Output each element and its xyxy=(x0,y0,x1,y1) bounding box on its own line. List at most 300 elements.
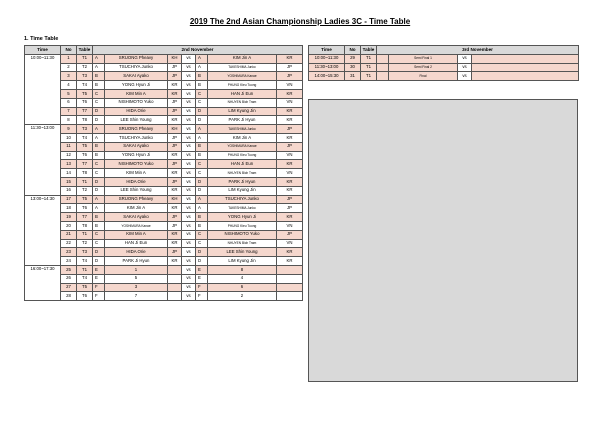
table-row xyxy=(25,221,303,230)
table-row xyxy=(25,160,303,169)
country-b: KR xyxy=(277,116,303,125)
country-a: KR xyxy=(168,81,182,90)
table-id: T7 xyxy=(77,160,93,169)
country-b: KR xyxy=(277,177,303,186)
player-b: TAKESHIMA Junko xyxy=(208,125,277,134)
match-no: 1 xyxy=(61,54,77,63)
table-row xyxy=(25,230,303,239)
match-no: 16 xyxy=(61,186,77,195)
match-no: 24 xyxy=(61,257,77,266)
player-a: HIDA Orie xyxy=(105,107,168,116)
group-a: D xyxy=(93,177,105,186)
day2-table xyxy=(308,45,579,81)
player-b: PARK Ji Hyun xyxy=(208,177,277,186)
group-a: B xyxy=(93,151,105,160)
country-a: KH xyxy=(168,195,182,204)
player-a: SRUONG Pheavy xyxy=(105,195,168,204)
table-row xyxy=(25,89,303,98)
group-b: B xyxy=(196,151,208,160)
table-id: T1 xyxy=(77,54,93,63)
vs-label: vs xyxy=(182,160,196,169)
player-a: 1 xyxy=(105,265,168,274)
table-row xyxy=(25,265,303,274)
day2-header-row xyxy=(309,46,579,55)
group-b: D xyxy=(196,248,208,257)
player-b: TSUCHIYA Junko xyxy=(208,195,277,204)
page-title: 2019 The 2nd Asian Championship Ladies 3C - Time Table xyxy=(189,17,411,26)
vs-label: vs xyxy=(182,248,196,257)
player-b: NHUYEN Bich Tram xyxy=(208,98,277,107)
table-row xyxy=(25,125,303,134)
player-b: LIM Kyung Jin xyxy=(208,107,277,116)
country-b: JP xyxy=(277,63,303,72)
vs-label: vs xyxy=(182,72,196,81)
player-a: PARK Ji Hyun xyxy=(105,257,168,266)
table-id: T6 xyxy=(77,292,93,301)
group-a: D xyxy=(93,107,105,116)
table-row xyxy=(25,292,303,301)
vs-label: vs xyxy=(182,195,196,204)
table-row xyxy=(25,98,303,107)
group-a: A xyxy=(93,195,105,204)
player-b: PHUNG Kieu Tuong xyxy=(208,221,277,230)
group-b: A xyxy=(196,54,208,63)
match-no: 5 xyxy=(61,89,77,98)
group-a: B xyxy=(93,213,105,222)
country-b: JP xyxy=(277,72,303,81)
player-a: TSUCHIYA Junko xyxy=(105,133,168,142)
table-row xyxy=(25,239,303,248)
country-a: KR xyxy=(168,186,182,195)
match-no: 14 xyxy=(61,169,77,178)
group-a: F xyxy=(93,292,105,301)
vs-label: vs xyxy=(182,239,196,248)
country-a: JP xyxy=(168,221,182,230)
country-a: KR xyxy=(168,151,182,160)
header-no: No xyxy=(345,46,361,55)
player-a: KIM Min A xyxy=(105,169,168,178)
country-a: KR xyxy=(168,239,182,248)
player-b: LIM Kyung Jin xyxy=(208,186,277,195)
country-a: KH xyxy=(168,125,182,134)
country-b: KR xyxy=(277,133,303,142)
vs-label: vs xyxy=(182,116,196,125)
table-id: T6 xyxy=(77,98,93,107)
player-a: NISHIMOTO Yuko xyxy=(105,160,168,169)
table-row xyxy=(25,142,303,151)
country-b: JP xyxy=(277,142,303,151)
vs-label: vs xyxy=(182,54,196,63)
country-a: KR xyxy=(168,89,182,98)
player-b: YOSHIMURA Kanae xyxy=(208,72,277,81)
country-a: JP xyxy=(168,72,182,81)
group-b: A xyxy=(196,133,208,142)
table-id: T1 xyxy=(361,54,377,63)
match-no: 20 xyxy=(61,221,77,230)
table-row xyxy=(25,248,303,257)
match-no: 31 xyxy=(345,72,361,81)
table-row xyxy=(25,274,303,283)
group-cell xyxy=(377,72,389,81)
table-id: T4 xyxy=(77,274,93,283)
player-a: SRUONG Pheavy xyxy=(105,125,168,134)
table-id: T3 xyxy=(77,72,93,81)
day1-table xyxy=(24,45,303,301)
player-b: NHUYEN Bich Tram xyxy=(208,169,277,178)
group-b: B xyxy=(196,213,208,222)
vs-label: vs xyxy=(182,274,196,283)
vs-label: vs xyxy=(182,81,196,90)
player-b: PARK Ji Hyun xyxy=(208,116,277,125)
table-id: T1 xyxy=(361,72,377,81)
table-row xyxy=(25,72,303,81)
time-slot: 11:30~13:00 xyxy=(25,125,61,195)
group-a: A xyxy=(93,204,105,213)
country-a xyxy=(168,292,182,301)
group-cell xyxy=(377,63,389,72)
header-table: Table xyxy=(361,46,377,55)
player-a: 3 xyxy=(105,283,168,292)
country-b: VN xyxy=(277,81,303,90)
country-a: KR xyxy=(168,204,182,213)
table-row xyxy=(25,116,303,125)
player-b: KIM Jin A xyxy=(208,133,277,142)
match-no: 8 xyxy=(61,116,77,125)
country-b xyxy=(277,274,303,283)
table-id: T7 xyxy=(77,107,93,116)
table-row xyxy=(25,283,303,292)
country-b: JP xyxy=(277,195,303,204)
match-no: 18 xyxy=(61,204,77,213)
country-a: JP xyxy=(168,177,182,186)
country-b xyxy=(277,283,303,292)
country-a: JP xyxy=(168,63,182,72)
group-a: B xyxy=(93,81,105,90)
day2-empty-area xyxy=(308,99,578,382)
table-id: T6 xyxy=(77,151,93,160)
country-b: JP xyxy=(277,230,303,239)
vs-label: vs xyxy=(182,89,196,98)
table-row xyxy=(25,257,303,266)
table-row xyxy=(25,133,303,142)
group-b: C xyxy=(196,169,208,178)
group-b: A xyxy=(196,63,208,72)
player-a: YONG Hyun Ji xyxy=(105,81,168,90)
group-a: D xyxy=(93,257,105,266)
table-id: T1 xyxy=(77,265,93,274)
vs-label: vs xyxy=(182,204,196,213)
player-a: HAN Ji Eun xyxy=(105,239,168,248)
table-row xyxy=(25,81,303,90)
header-date: 2nd November xyxy=(93,46,303,55)
group-a: B xyxy=(93,221,105,230)
group-b: C xyxy=(196,230,208,239)
table-id: T6 xyxy=(77,204,93,213)
match-no: 23 xyxy=(61,248,77,257)
group-b: C xyxy=(196,89,208,98)
player-b: KIM Jin A xyxy=(208,54,277,63)
group-a: E xyxy=(93,274,105,283)
group-a: A xyxy=(93,63,105,72)
player-a: YONG Hyun Ji xyxy=(105,151,168,160)
vs-label: vs xyxy=(182,125,196,134)
group-a: D xyxy=(93,248,105,257)
time-slot: 13:00~14:30 xyxy=(25,195,61,265)
country-a: JP xyxy=(168,213,182,222)
group-b: A xyxy=(196,125,208,134)
country-b: KR xyxy=(277,186,303,195)
round-name: Semi Final 1 xyxy=(389,54,458,63)
player-a: TSUCHIYA Junko xyxy=(105,63,168,72)
table-id: T2 xyxy=(77,239,93,248)
player-a: HIDA Orie xyxy=(105,248,168,257)
match-no: 10 xyxy=(61,133,77,142)
vs-label: vs xyxy=(182,177,196,186)
country-a: JP xyxy=(168,248,182,257)
group-a: A xyxy=(93,133,105,142)
group-a: B xyxy=(93,72,105,81)
match-no: 26 xyxy=(61,274,77,283)
player-b: LIM Kyung Jin xyxy=(208,257,277,266)
group-b: F xyxy=(196,283,208,292)
match-no: 19 xyxy=(61,213,77,222)
match-no: 3 xyxy=(61,72,77,81)
country-b: KR xyxy=(277,257,303,266)
vs-label: vs xyxy=(182,98,196,107)
country-a: KR xyxy=(168,169,182,178)
group-a: C xyxy=(93,239,105,248)
player-a: HIDA Orie xyxy=(105,177,168,186)
header-no: No xyxy=(61,46,77,55)
country-b xyxy=(277,265,303,274)
day1-header-row xyxy=(25,46,303,55)
table-id: T2 xyxy=(77,186,93,195)
player-b: YOSHIMURA Kanae xyxy=(208,142,277,151)
country-b xyxy=(277,292,303,301)
time-slot: 11:30~13:00 xyxy=(309,63,345,72)
table-row xyxy=(25,151,303,160)
match-no: 21 xyxy=(61,230,77,239)
opponent-cell xyxy=(472,72,579,81)
header-table: Table xyxy=(77,46,93,55)
header-time: Time xyxy=(25,46,61,55)
group-b: B xyxy=(196,81,208,90)
time-slot: 16:00~17:30 xyxy=(25,265,61,300)
player-a: 7 xyxy=(105,292,168,301)
section-heading: 1. Time Table xyxy=(24,36,59,42)
time-slot: 10:00~11:30 xyxy=(25,54,61,124)
match-no: 2 xyxy=(61,63,77,72)
player-b: 4 xyxy=(208,274,277,283)
group-b: B xyxy=(196,72,208,81)
vs-label: vs xyxy=(182,283,196,292)
player-a: KIM Jin A xyxy=(105,204,168,213)
table-id: T5 xyxy=(77,142,93,151)
table-row xyxy=(25,186,303,195)
player-b: YONG Hyun Ji xyxy=(208,213,277,222)
match-no: 6 xyxy=(61,98,77,107)
time-slot: 10:00~11:30 xyxy=(309,54,345,63)
group-b: B xyxy=(196,142,208,151)
header-time: Time xyxy=(309,46,345,55)
table-row xyxy=(309,72,579,81)
country-a: KR xyxy=(168,116,182,125)
country-a: KH xyxy=(168,54,182,63)
player-b: TAKESHIMA Junko xyxy=(208,63,277,72)
country-b: VN xyxy=(277,151,303,160)
vs-label: vs xyxy=(458,72,472,81)
group-b: D xyxy=(196,116,208,125)
vs-label: vs xyxy=(458,54,472,63)
table-id: T4 xyxy=(77,81,93,90)
player-b: 2 xyxy=(208,292,277,301)
country-b: KR xyxy=(277,213,303,222)
player-a: SAKAI Ayako xyxy=(105,213,168,222)
player-b: NHUYEN Bich Tram xyxy=(208,239,277,248)
country-b: VN xyxy=(277,98,303,107)
match-no: 4 xyxy=(61,81,77,90)
table-id: T7 xyxy=(77,213,93,222)
table-id: T5 xyxy=(77,283,93,292)
table-row xyxy=(25,177,303,186)
country-b: VN xyxy=(277,169,303,178)
group-a: D xyxy=(93,186,105,195)
group-b: D xyxy=(196,177,208,186)
country-a: KR xyxy=(168,230,182,239)
country-b: KR xyxy=(277,89,303,98)
table-row xyxy=(25,54,303,63)
country-a: KR xyxy=(168,257,182,266)
country-b: VN xyxy=(277,239,303,248)
table-row xyxy=(25,107,303,116)
group-b: C xyxy=(196,160,208,169)
vs-label: vs xyxy=(182,133,196,142)
player-a: KIM Min A xyxy=(105,89,168,98)
match-no: 15 xyxy=(61,177,77,186)
group-a: C xyxy=(93,89,105,98)
group-b: E xyxy=(196,265,208,274)
player-b: LEE Shin Young xyxy=(208,248,277,257)
match-no: 12 xyxy=(61,151,77,160)
vs-label: vs xyxy=(182,265,196,274)
country-b: KR xyxy=(277,54,303,63)
country-a: JP xyxy=(168,133,182,142)
country-a xyxy=(168,274,182,283)
table-row xyxy=(25,63,303,72)
country-b: JP xyxy=(277,125,303,134)
player-a: NISHIMOTO Yuko xyxy=(105,98,168,107)
group-b: D xyxy=(196,186,208,195)
table-id: T5 xyxy=(77,195,93,204)
group-a: D xyxy=(93,116,105,125)
group-b: E xyxy=(196,274,208,283)
match-no: 7 xyxy=(61,107,77,116)
group-a: A xyxy=(93,54,105,63)
player-a: SAKAI Ayako xyxy=(105,142,168,151)
player-a: LEE Shin Young xyxy=(105,186,168,195)
group-a: F xyxy=(93,283,105,292)
player-b: TAKESHIMA Junko xyxy=(208,204,277,213)
match-no: 28 xyxy=(61,292,77,301)
group-a: E xyxy=(93,265,105,274)
player-b: HAN Ji Eun xyxy=(208,89,277,98)
country-b: KR xyxy=(277,160,303,169)
match-no: 22 xyxy=(61,239,77,248)
country-b: KR xyxy=(277,107,303,116)
group-a: C xyxy=(93,98,105,107)
group-b: C xyxy=(196,98,208,107)
table-id: T4 xyxy=(77,133,93,142)
match-no: 17 xyxy=(61,195,77,204)
country-b: VN xyxy=(277,221,303,230)
vs-label: vs xyxy=(182,257,196,266)
vs-label: vs xyxy=(182,230,196,239)
round-name: Semi Final 2 xyxy=(389,63,458,72)
player-b: 6 xyxy=(208,283,277,292)
match-no: 11 xyxy=(61,142,77,151)
vs-label: vs xyxy=(182,169,196,178)
country-a: JP xyxy=(168,107,182,116)
player-b: NISHIMOTO Yuko xyxy=(208,230,277,239)
table-id: T1 xyxy=(361,63,377,72)
table-id: T5 xyxy=(77,89,93,98)
group-b: B xyxy=(196,221,208,230)
match-no: 30 xyxy=(345,63,361,72)
group-a: C xyxy=(93,160,105,169)
table-id: T3 xyxy=(77,248,93,257)
player-b: HAN Ji Eun xyxy=(208,160,277,169)
country-b: KR xyxy=(277,248,303,257)
player-b: PHUNG Kieu Tuong xyxy=(208,151,277,160)
opponent-cell xyxy=(472,63,579,72)
match-no: 29 xyxy=(345,54,361,63)
group-a: A xyxy=(93,125,105,134)
table-id: T2 xyxy=(77,63,93,72)
country-a: JP xyxy=(168,98,182,107)
table-id: T8 xyxy=(77,221,93,230)
match-no: 13 xyxy=(61,160,77,169)
vs-label: vs xyxy=(182,221,196,230)
time-slot: 14:00~15:30 xyxy=(309,72,345,81)
table-row xyxy=(309,54,579,63)
group-cell xyxy=(377,54,389,63)
match-no: 27 xyxy=(61,283,77,292)
table-row xyxy=(309,63,579,72)
country-a xyxy=(168,265,182,274)
player-b: PHUNG Kieu Tuong xyxy=(208,81,277,90)
round-name: Final xyxy=(389,72,458,81)
match-no: 25 xyxy=(61,265,77,274)
vs-label: vs xyxy=(182,292,196,301)
vs-label: vs xyxy=(182,142,196,151)
match-no: 9 xyxy=(61,125,77,134)
vs-label: vs xyxy=(182,63,196,72)
header-date: 3rd November xyxy=(377,46,579,55)
table-id: T8 xyxy=(77,116,93,125)
player-a: 5 xyxy=(105,274,168,283)
player-a: YOSHIMURA Kanae xyxy=(105,221,168,230)
player-a: KIM Min A xyxy=(105,230,168,239)
table-id: T3 xyxy=(77,125,93,134)
group-a: C xyxy=(93,169,105,178)
group-a: C xyxy=(93,230,105,239)
country-b: JP xyxy=(277,204,303,213)
group-a: B xyxy=(93,142,105,151)
player-b: 8 xyxy=(208,265,277,274)
vs-label: vs xyxy=(182,151,196,160)
group-b: D xyxy=(196,107,208,116)
table-row xyxy=(25,204,303,213)
